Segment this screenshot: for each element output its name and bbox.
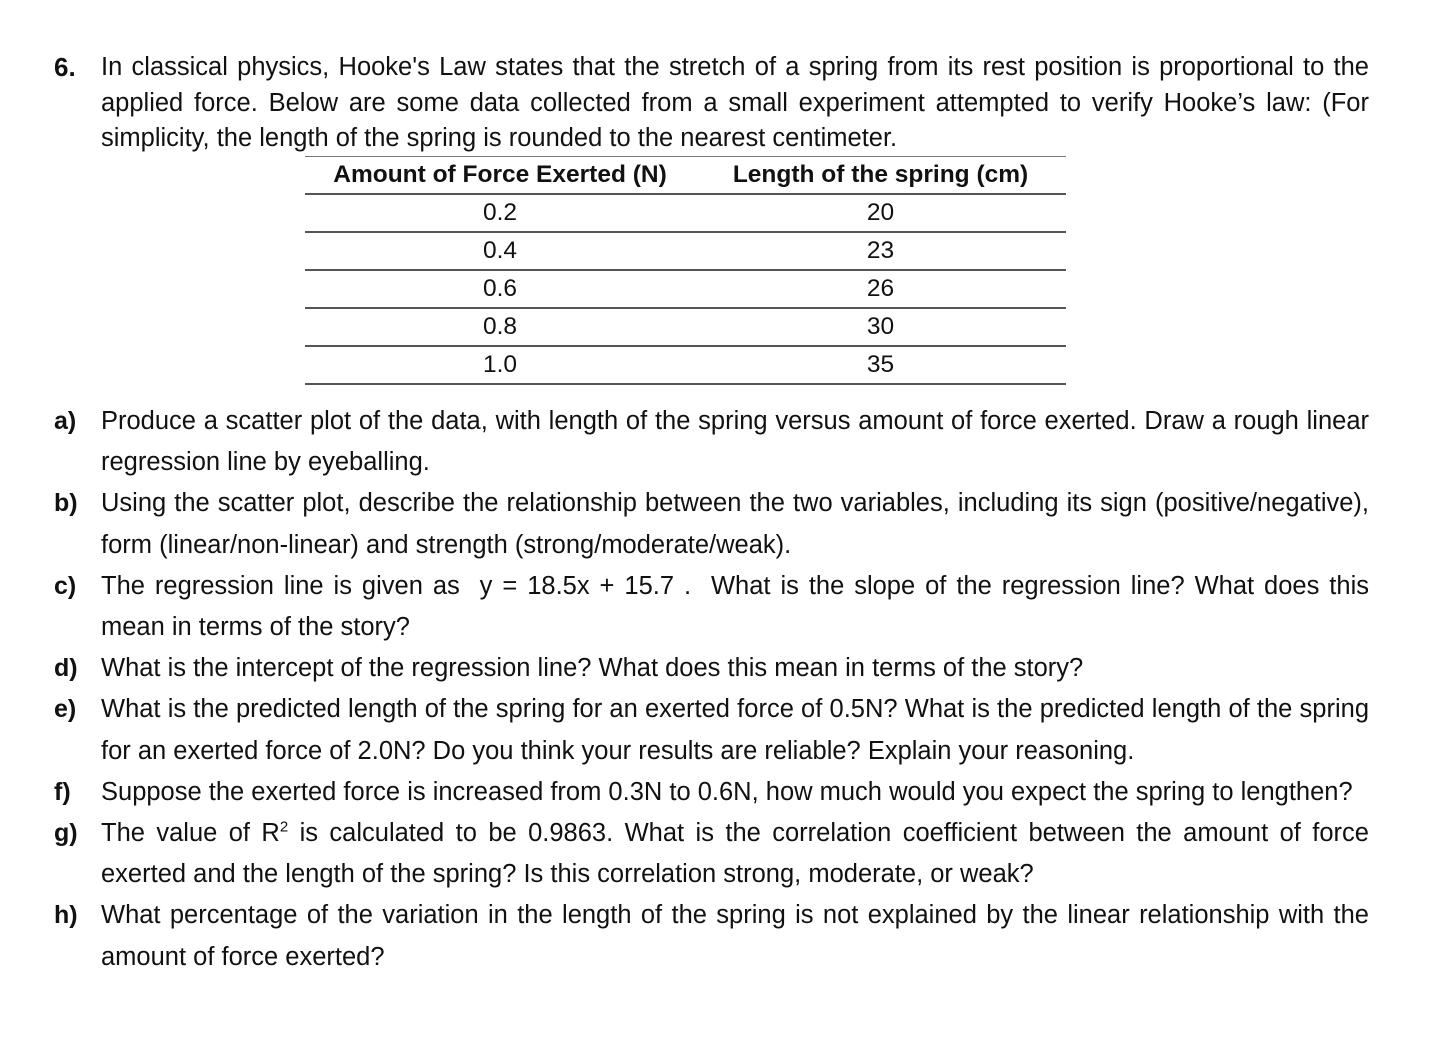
question-intro: In classical physics, Hooke's Law states that the stretch of a spring from its rest position is proportional to the applied force. Below are some data collected from a small experiment attempted to verify Hooke’s law: (For simplicity, the length of the spring is rounded to the nearest centimeter. bbox=[101, 53, 1369, 152]
table-row bbox=[305, 308, 1066, 346]
part-f bbox=[0, 772, 1369, 813]
part-label: h) bbox=[54, 901, 78, 930]
part-label: e) bbox=[54, 695, 77, 724]
part-text: Using the scatter plot, describe the relationship between the two variables, including its sign (positive/negative), form (linear/non-linear) and strength (strong/moderate/weak). bbox=[101, 489, 1369, 559]
table-row bbox=[305, 232, 1066, 270]
part-text: What is the intercept of the regression line? What does this mean in terms of the story? bbox=[101, 654, 1084, 683]
data-table bbox=[305, 156, 1066, 385]
part-label: g) bbox=[54, 819, 78, 848]
part-label: b) bbox=[54, 489, 78, 518]
length-cell: 20 bbox=[695, 194, 1066, 232]
table-header-row bbox=[305, 157, 1066, 195]
part-a bbox=[0, 401, 1369, 483]
table-row bbox=[305, 194, 1066, 232]
part-h bbox=[0, 895, 1369, 977]
force-cell: 0.8 bbox=[305, 308, 695, 346]
force-cell: 0.6 bbox=[305, 270, 695, 308]
part-text-after: is calculated to be 0.9863. What is the correlation coefficient between the amount of force exerted and the length of the spring? Is this correlation strong, moderate, or weak? bbox=[101, 819, 1369, 889]
force-cell: 1.0 bbox=[305, 346, 695, 384]
question-number: 6. bbox=[54, 52, 76, 82]
part-text bbox=[101, 819, 1369, 888]
force-cell: 0.4 bbox=[305, 232, 695, 270]
part-e bbox=[0, 689, 1369, 771]
part-text: Suppose the exerted force is increased from 0.3N to 0.6N, how much would you expect the spring to lengthen? bbox=[101, 777, 1353, 806]
length-cell: 26 bbox=[695, 270, 1066, 308]
column-header-length: Length of the spring (cm) bbox=[695, 157, 1066, 195]
part-label: c) bbox=[54, 571, 77, 600]
part-label: a) bbox=[54, 407, 77, 435]
part-text: What percentage of the variation in the length of the spring is not explained by the linear relationship with the amount of force exerted? bbox=[101, 901, 1369, 971]
part-b bbox=[0, 483, 1369, 565]
part-text: What is the predicted length of the spring for an exerted force of 0.5N? What is the predicted length of the spring for an exerted force of 2.0N? Do you think your results are reliable? Explain your reasoning. bbox=[101, 695, 1369, 765]
part-label: f) bbox=[54, 777, 71, 806]
r-squared-superscript: 2 bbox=[279, 818, 289, 836]
length-cell: 23 bbox=[695, 232, 1066, 270]
column-header-force: Amount of Force Exerted (N) bbox=[305, 157, 695, 195]
part-text-before: The value of R bbox=[101, 819, 280, 848]
part-label: d) bbox=[54, 654, 78, 683]
part-g bbox=[0, 813, 1369, 895]
part-text: The regression line is given as y = 18.5x + 15.7 . What is the slope of the regression line? What does this mean in terms of the story? bbox=[101, 571, 1377, 642]
question-parts bbox=[0, 401, 1430, 978]
part-c bbox=[0, 566, 1377, 648]
force-cell: 0.2 bbox=[305, 194, 695, 232]
length-cell: 35 bbox=[695, 346, 1066, 384]
table-row bbox=[305, 270, 1066, 308]
part-text: Produce a scatter plot of the data, with length of the spring versus amount of force exerted. Draw a rough linear regression line by eyeballing. bbox=[101, 407, 1369, 477]
table-row bbox=[305, 346, 1066, 384]
length-cell: 30 bbox=[695, 308, 1066, 346]
part-d bbox=[0, 648, 1369, 689]
